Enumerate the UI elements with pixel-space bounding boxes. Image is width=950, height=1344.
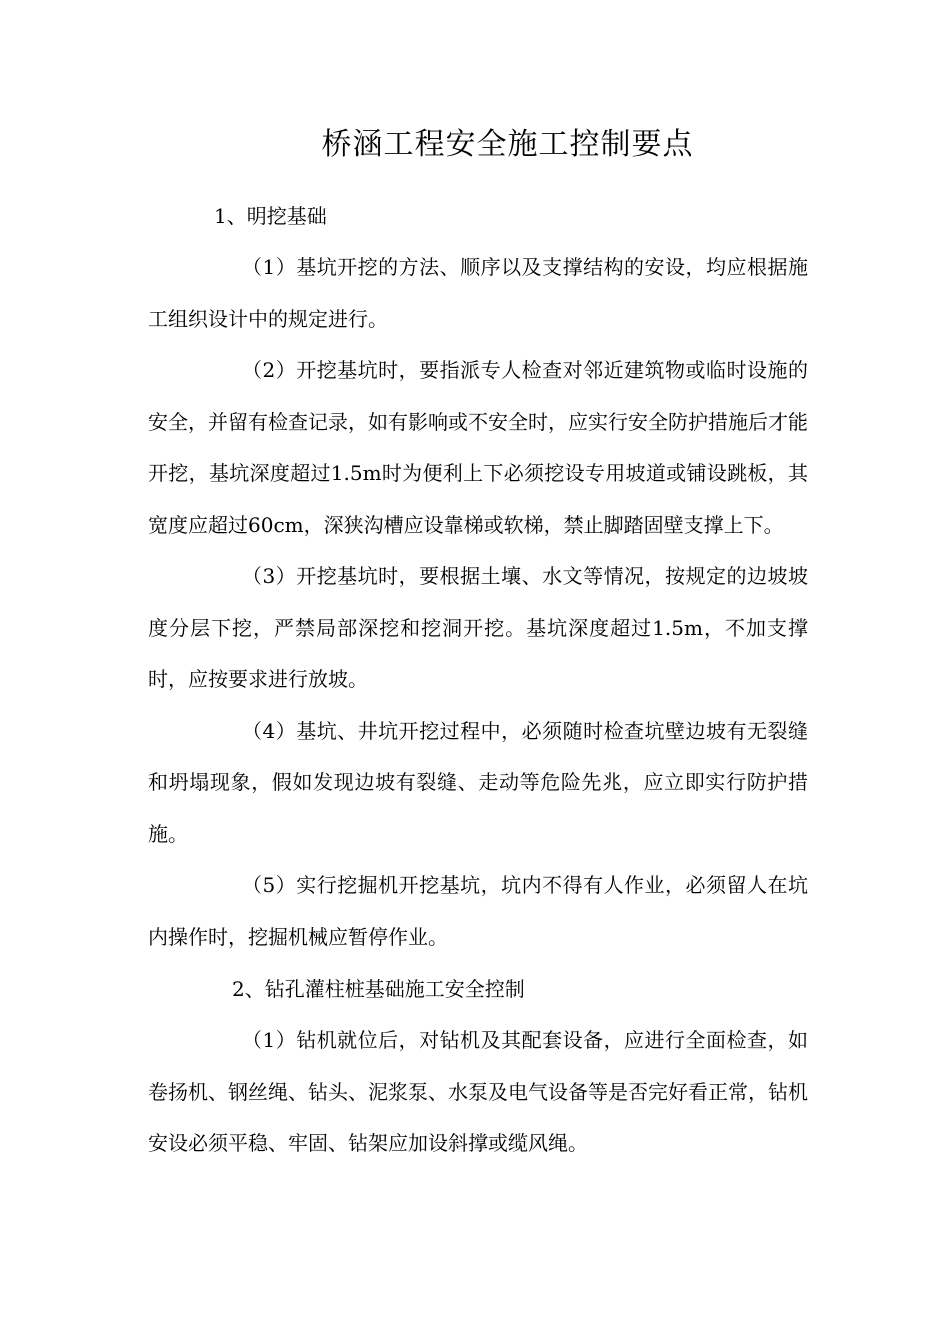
section-heading: 2、钻孔灌柱桩基础施工安全控制 [232, 977, 525, 1001]
paragraph: （1）钻机就位后，对钻机及其配套设备，应进行全面检查，如卷扬机、钢丝绳、钻头、泥浆泵、水泵及电气设备等是否完好看正常，钻机安设必须平稳、牢固、钻架应加设斜撑或缆风绳。 [148, 1028, 808, 1155]
section-heading: 1、明挖基础 [214, 204, 327, 228]
document-title: 桥涵工程安全施工控制要点 [321, 127, 694, 162]
paragraph: （1）基坑开挖的方法、顺序以及支撑结构的安设，均应根据施工组织设计中的规定进行。 [148, 255, 808, 331]
paragraph: （3）开挖基坑时，要根据土壤、水文等情况，按规定的边坡坡度分层下挖，严禁局部深挖和挖洞开挖。基坑深度超过1.5m，不加支撑时，应按要求进行放坡。 [148, 564, 808, 691]
document-body [148, 190, 808, 1170]
paragraph: （2）开挖基坑时，要指派专人检查对邻近建筑物或临时设施的安全，并留有检查记录，如有影响或不安全时，应实行安全防护措施后才能开挖，基坑深度超过1.5m时为便利上下必须挖设专用坡道或铺设跳板，其宽度应超过60cm，深狭沟槽应设靠梯或软梯，禁止脚踏固壁支撑上下。 [148, 358, 808, 537]
paragraph: （4）基坑、井坑开挖过程中，必须随时检查坑壁边坡有无裂缝和坍塌现象，假如发现边坡有裂缝、走动等危险先兆，应立即实行防护措施。 [148, 718, 808, 846]
paragraph: （5）实行挖掘机开挖基坑，坑内不得有人作业，必须留人在坑内操作时，挖掘机械应暂停作业。 [148, 873, 808, 949]
